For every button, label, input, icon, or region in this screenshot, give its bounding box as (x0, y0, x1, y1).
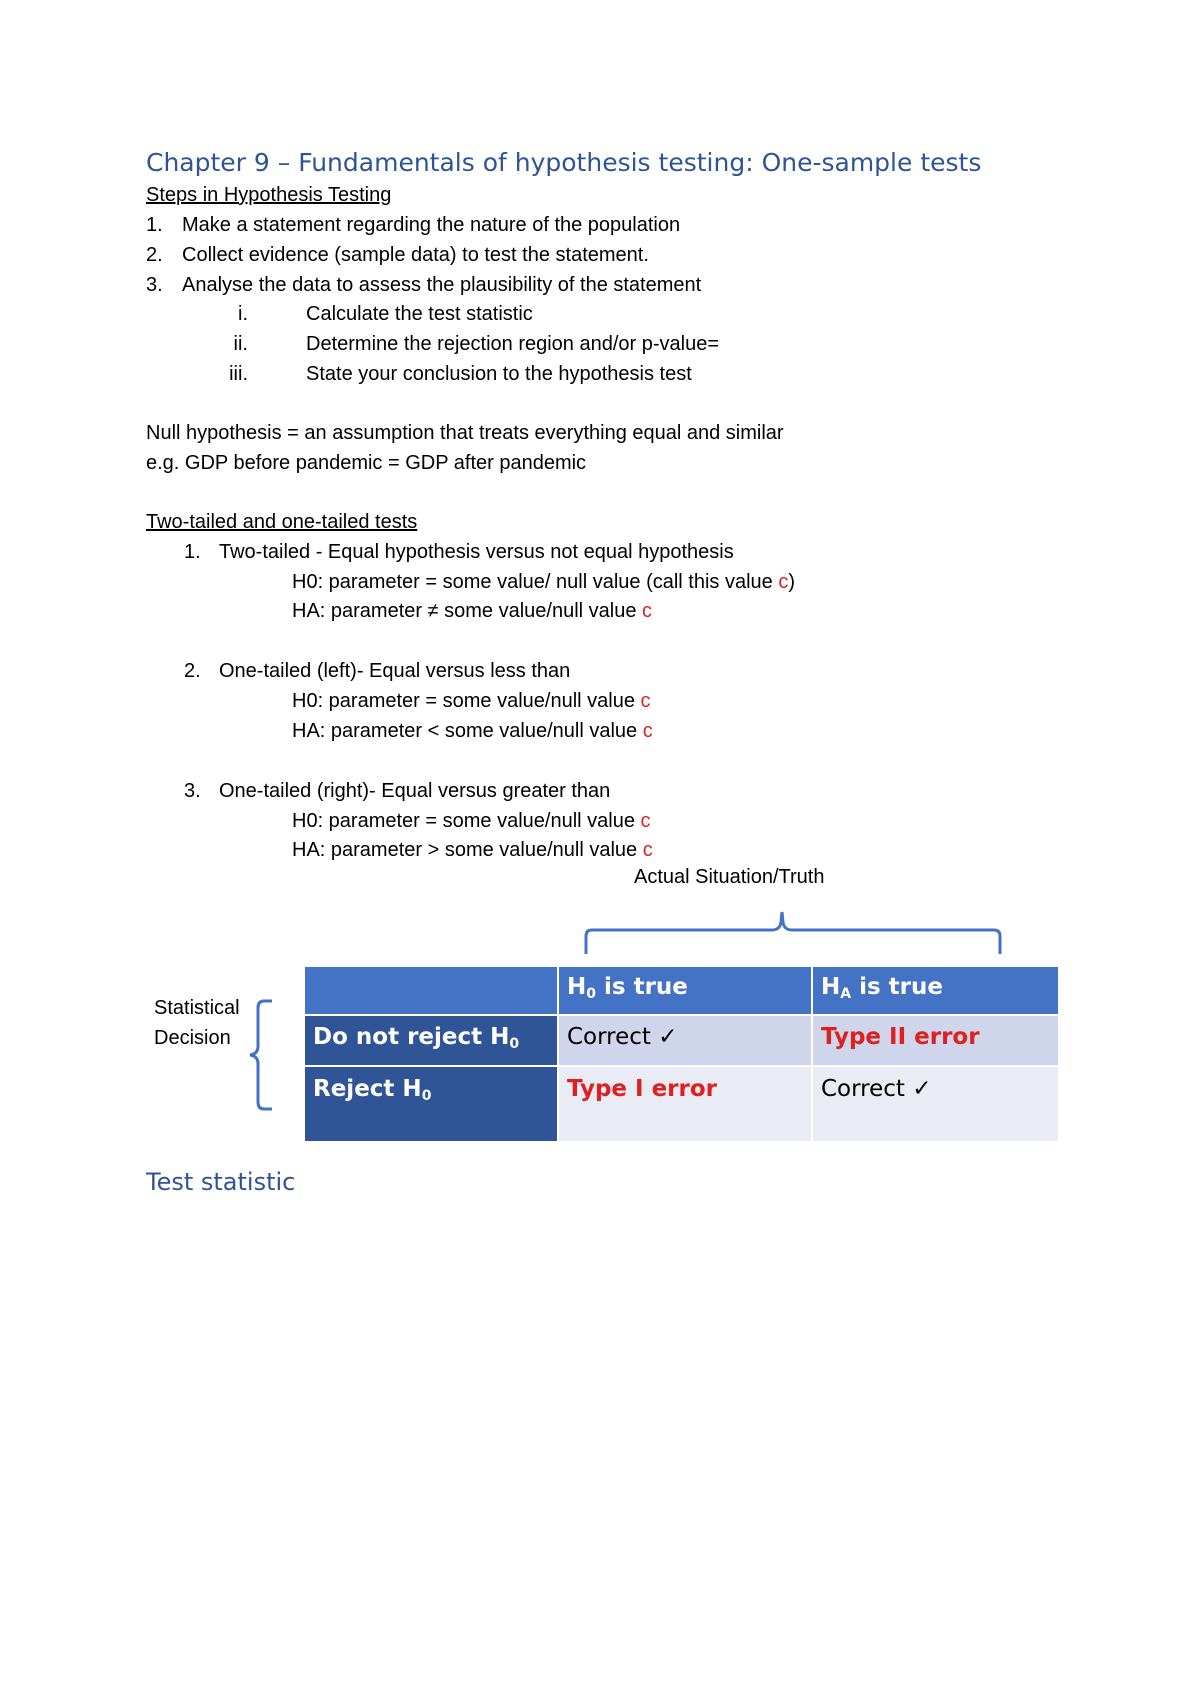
matrix-top-label: Actual Situation/Truth (634, 866, 825, 888)
step-text: Analyse the data to assess the plausibility of the statement (182, 274, 702, 296)
row-header-reject: Reject $H_0$ (304, 1066, 558, 1142)
step-number: 1. (146, 214, 163, 236)
substep-text: State your conclusion to the hypothesis test (306, 363, 692, 385)
tail-number: 2. (184, 660, 201, 682)
cell-correct: Correct ✓ (812, 1066, 1059, 1142)
tail-text: One-tailed (right)- Equal versus greater than (219, 780, 611, 802)
null-hypothesis-example: e.g. GDP before pandemic = GDP after pandemic (146, 452, 587, 474)
steps-heading: Steps in Hypothesis Testing (146, 184, 392, 206)
col-header-ha-true: $H_A$ is true (812, 966, 1059, 1015)
substep-number: ii. (233, 333, 248, 355)
tail-ha: HA: parameter ≠ some value/null value c (292, 600, 653, 622)
step-number: 2. (146, 244, 163, 266)
matrix-corner-cell (304, 966, 558, 1015)
tail-h0: H0: parameter = some value/null value c (292, 690, 651, 712)
substep-number: i. (238, 303, 248, 325)
tail-h0: H0: parameter = some value/null value c (292, 810, 651, 832)
cell-type-ii-error: Type II error (812, 1015, 1059, 1066)
tail-number: 3. (184, 780, 201, 802)
matrix-side-label: Statistical (154, 997, 240, 1019)
tail-text: Two-tailed - Equal hypothesis versus not equal hypothesis (219, 541, 734, 563)
cell-type-i-error: Type I error (558, 1066, 812, 1142)
step-number: 3. (146, 274, 163, 296)
step-text: Make a statement regarding the nature of the population (182, 214, 681, 236)
row-header-do-not-reject: Do not reject $H_0$ (304, 1015, 558, 1066)
tail-h0: H0: parameter = some value/ null value (call this value c) (292, 571, 796, 593)
substep-text: Determine the rejection region and/or p-value= (306, 333, 720, 355)
substep-text: Calculate the test statistic (306, 303, 533, 325)
step-text: Collect evidence (sample data) to test the statement. (182, 244, 649, 266)
col-header-h0-true: $H_0$ is true (558, 966, 812, 1015)
tail-ha: HA: parameter < some value/null value c (292, 720, 653, 742)
matrix-side-label: Decision (154, 1027, 231, 1049)
section-heading-test-statistic: Test statistic (146, 1168, 296, 1196)
top-brace-icon (580, 900, 1010, 958)
tail-number: 1. (184, 541, 201, 563)
tail-ha: HA: parameter > some value/null value c (292, 839, 653, 861)
tails-heading: Two-tailed and one-tailed tests (146, 511, 418, 533)
decision-matrix (303, 965, 1060, 1143)
page-title: Chapter 9 – Fundamentals of hypothesis testing: One-sample tests (146, 148, 982, 177)
side-brace-icon (246, 998, 276, 1112)
substep-number: iii. (229, 363, 248, 385)
cell-correct: Correct ✓ (558, 1015, 812, 1066)
null-hypothesis-definition: Null hypothesis = an assumption that treats everything equal and similar (146, 422, 784, 444)
tail-text: One-tailed (left)- Equal versus less than (219, 660, 571, 682)
